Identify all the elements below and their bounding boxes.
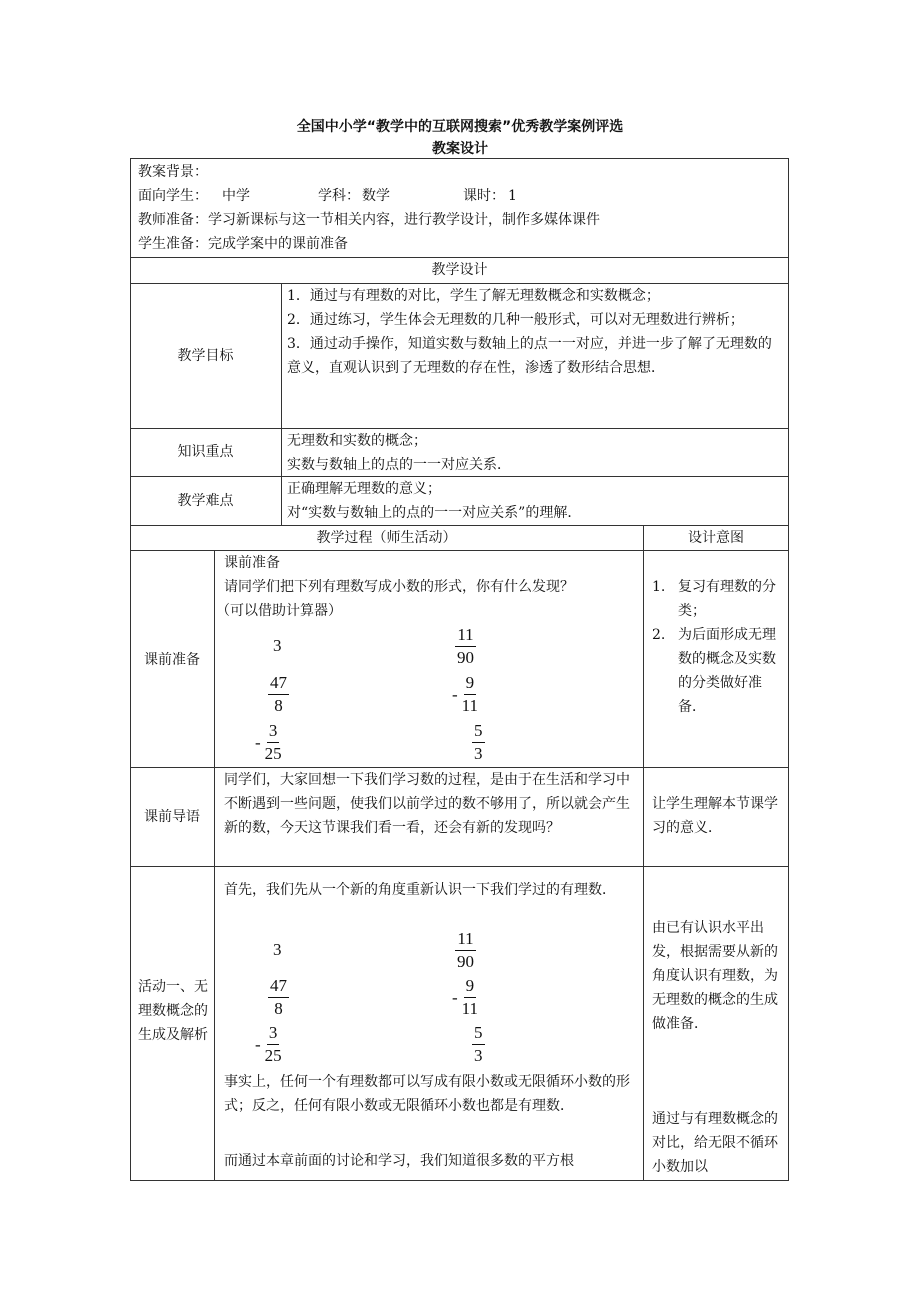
numerator: 11 — [455, 928, 475, 951]
prep-intent-list — [652, 575, 784, 719]
numerator: 47 — [268, 975, 289, 998]
fraction-neg-3-25 — [255, 1022, 284, 1067]
goal-item: 2．通过练习，学生体会无理数的几种一般形式，可以对无理数进行辨析； — [287, 312, 744, 328]
document-title: 全国中小学“教学中的互联网搜索”优秀教学案例评选 — [296, 119, 624, 135]
goal-item: 3．通过动手操作，知道实数与数轴上的点一一对应，并进一步了解了无理数的意义，直观认识到了无理数的存在性，渗透了数形结合思想． — [287, 336, 772, 376]
goals-list — [287, 284, 783, 380]
fraction-5-3 — [472, 720, 485, 765]
activity1-text-2: 事实上，任何一个有理数都可以写成有限小数或无限循环小数的形式；反之，任何有限小数或无限循环小数也都是有理数． — [224, 1074, 630, 1114]
fraction-47-8 — [268, 975, 289, 1020]
denominator: 11 — [461, 696, 479, 715]
intro-label: 课前导语 — [144, 809, 200, 825]
goals-label: 教学目标 — [177, 348, 234, 364]
numerator: 9 — [464, 672, 477, 695]
subject-value: 数学 — [362, 188, 390, 204]
prep-hint: （可以借助计算器） — [216, 603, 342, 619]
student-prep: 学生准备：完成学案中的课前准备 — [138, 236, 348, 252]
numerator: 11 — [455, 624, 475, 647]
fraction-11-90 — [455, 928, 476, 973]
intent-item — [652, 623, 784, 719]
difficulties-label: 教学难点 — [177, 493, 234, 509]
hours-label: 课时： — [463, 188, 505, 204]
denominator: 25 — [264, 744, 282, 763]
process-header-intent: 设计意图 — [688, 530, 744, 546]
prep-question: 请同学们把下列有理数写成小数的形式，你有什么发现？ — [224, 579, 574, 595]
item-number: 1. — [652, 579, 666, 595]
activity1-text-1: 首先，我们先从一个新的角度重新认识一下我们学过的有理数． — [224, 882, 616, 898]
item-number: 2. — [652, 627, 666, 643]
key-point: 无理数和实数的概念； — [287, 433, 427, 449]
fraction-47-8 — [268, 672, 289, 717]
fraction-5-3 — [472, 1022, 485, 1067]
item-text: 复习有理数的分类； — [678, 579, 776, 619]
divider — [130, 866, 789, 867]
numerator: 5 — [472, 1022, 485, 1045]
denominator: 8 — [274, 999, 283, 1018]
numerator: 3 — [267, 720, 280, 743]
number-3: 3 — [273, 940, 282, 959]
key-points-label: 知识重点 — [177, 444, 234, 460]
divider — [281, 283, 282, 525]
numerator: 47 — [268, 672, 289, 695]
process-header-activity: 教学过程（师生活动） — [316, 530, 457, 546]
number-3: 3 — [273, 636, 282, 655]
fraction-neg-9-11 — [452, 975, 480, 1020]
fraction-neg-3-25 — [255, 720, 284, 765]
denominator: 90 — [457, 648, 474, 667]
activity1-label: 活动一、无理数概念的生成及解析 — [138, 979, 208, 1043]
key-point: 实数与数轴上的点的一一对应关系． — [287, 457, 511, 473]
subject-label: 学科： — [318, 188, 360, 204]
denominator: 3 — [474, 1046, 483, 1065]
denominator: 8 — [274, 696, 283, 715]
denominator: 25 — [264, 1046, 282, 1065]
numerator: 3 — [267, 1022, 280, 1045]
minus-sign: - — [255, 732, 261, 752]
numerator: 5 — [472, 720, 485, 743]
activity1-text-3: 而通过本章前面的讨论和学习，我们知道很多数的平方根 — [224, 1153, 574, 1169]
hours-value: 1 — [508, 188, 517, 204]
background-label: 教案背景： — [138, 164, 208, 180]
minus-sign: - — [452, 684, 458, 704]
students-label: 面向学生： — [138, 188, 208, 204]
numerator: 9 — [464, 975, 477, 998]
activity1-intent-1: 由已有认识水平出发，根据需要从新的角度认识有理数，为无理数的概念的生成做准备． — [652, 920, 778, 1032]
activity1-intent-2: 通过与有理数概念的对比，给无限不循环小数加以 — [652, 1111, 778, 1175]
denominator: 90 — [457, 952, 474, 971]
item-text: 为后面形成无理数的概念及实数的分类做好准备． — [678, 627, 776, 715]
document-subtitle: 教案设计 — [432, 141, 488, 157]
prep-label: 课前准备 — [144, 652, 200, 668]
fraction-11-90 — [455, 624, 476, 669]
intent-item — [652, 575, 784, 623]
difficulty: 正确理解无理数的意义； — [287, 481, 441, 497]
goal-item: 1．通过与有理数的对比，学生了解无理数概念和实数概念； — [287, 288, 660, 304]
difficulties-list — [287, 477, 783, 525]
key-points-list — [287, 429, 783, 477]
design-heading: 教学设计 — [431, 262, 488, 278]
teacher-prep: 教师准备：学习新课标与这一节相关内容，进行教学设计，制作多媒体课件 — [138, 212, 600, 228]
divider — [643, 525, 644, 1181]
minus-sign: - — [452, 987, 458, 1007]
denominator: 3 — [474, 744, 483, 763]
difficulty: 对“实数与数轴上的点的一一对应关系”的理解． — [287, 505, 582, 521]
intro-text: 同学们，大家回想一下我们学习数的过程，是由于在生活和学习中不断遇到一些问题，使我们以前学过的数不够用了，所以就会产生新的数，今天这节课我们看一看，还会有新的发现吗？ — [224, 772, 630, 836]
prep-heading: 课前准备 — [224, 555, 280, 571]
students-value: 中学 — [222, 188, 250, 204]
fraction-neg-9-11 — [452, 672, 480, 717]
minus-sign: - — [255, 1034, 261, 1054]
intro-intent: 让学生理解本节课学习的意义． — [652, 796, 778, 836]
denominator: 11 — [461, 999, 479, 1018]
